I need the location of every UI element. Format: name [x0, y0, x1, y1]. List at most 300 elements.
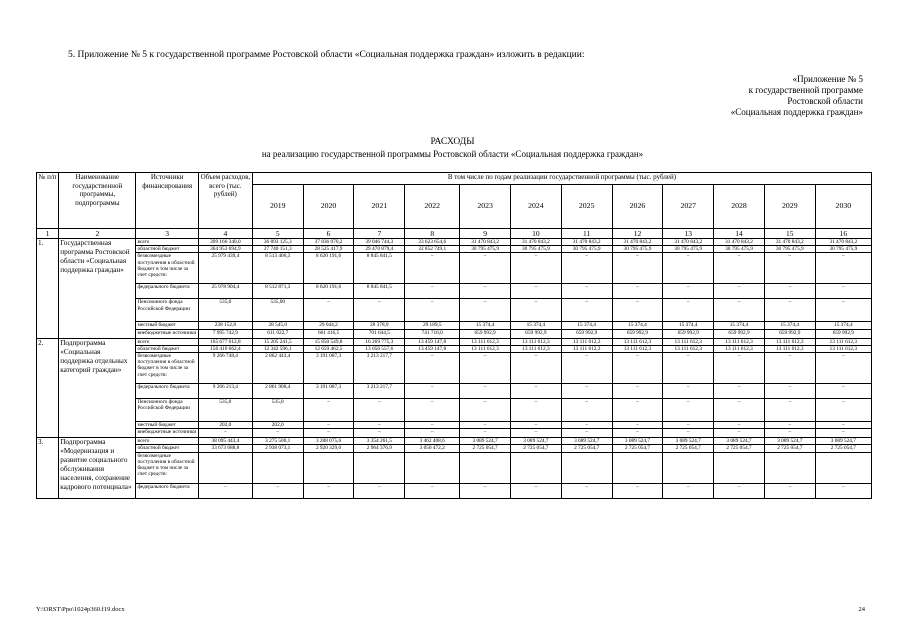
- year-value: 3 462 408,6: [405, 438, 460, 445]
- table-row: [37, 438, 872, 445]
- year-value: 13 056 557,6: [354, 345, 405, 352]
- year-value: –: [252, 429, 303, 438]
- year-value: 8 513 406,3: [252, 253, 303, 284]
- year-value: –: [405, 399, 460, 422]
- total-value: 535,0: [198, 399, 252, 422]
- year-value: 29 044,2: [303, 322, 354, 329]
- year-value: 13 111 612,3: [612, 338, 663, 345]
- funding-source: федерального бюджета: [136, 284, 198, 299]
- year-value: –: [714, 284, 765, 299]
- year-value: –: [714, 429, 765, 438]
- year-value: 36 893 125,3: [252, 239, 303, 246]
- year-value: –: [460, 253, 511, 284]
- year-value: 13 111 612,3: [815, 345, 871, 352]
- year-value: –: [714, 299, 765, 322]
- total-value: 33 673 688,8: [198, 445, 252, 452]
- year-value: –: [815, 422, 871, 429]
- year-value: 3 288 075,6: [303, 438, 354, 445]
- header-year: 2028: [714, 185, 765, 229]
- header-year: 2024: [511, 185, 562, 229]
- year-value: –: [561, 422, 612, 429]
- year-value: 3 213 217,7: [354, 384, 405, 399]
- year-value: 2 920 329,0: [303, 445, 354, 452]
- column-number: 4: [198, 229, 252, 239]
- year-value: –: [815, 384, 871, 399]
- year-value: 15 374,4: [714, 322, 765, 329]
- funding-source: всего: [136, 338, 198, 345]
- table-row: [37, 239, 872, 246]
- year-value: –: [561, 429, 612, 438]
- year-value: 16 269 775,3: [354, 338, 405, 345]
- column-number: 8: [405, 229, 460, 239]
- year-value: 701 644,5: [354, 329, 405, 338]
- total-value: –: [198, 429, 252, 438]
- year-value: [561, 452, 612, 483]
- year-value: –: [405, 429, 460, 438]
- header-num: № п/п: [37, 173, 59, 229]
- year-value: 13 111 612,3: [714, 338, 765, 345]
- year-value: [714, 452, 765, 483]
- year-value: –: [303, 399, 354, 422]
- year-value: 30 795 475,9: [460, 246, 511, 253]
- year-value: 3 089 524,7: [764, 438, 815, 445]
- year-value: 15 374,4: [561, 322, 612, 329]
- total-value: 25 979 439,4: [198, 253, 252, 284]
- year-value: 29 470 879,4: [354, 246, 405, 253]
- total-value: –: [198, 483, 252, 498]
- year-value: 15 374,4: [764, 322, 815, 329]
- column-number: 6: [303, 229, 354, 239]
- year-value: [612, 452, 663, 483]
- header-name: Наименование государственной программы, подпрограммы: [59, 173, 136, 229]
- table-row: [37, 329, 872, 338]
- year-value: –: [561, 284, 612, 299]
- year-value: –: [511, 422, 562, 429]
- column-number: 7: [354, 229, 405, 239]
- year-value: 2 964 376,9: [354, 445, 405, 452]
- year-value: 31 470 843,2: [561, 239, 612, 246]
- year-value: –: [460, 483, 511, 498]
- year-value: 13 111 612,3: [561, 338, 612, 345]
- year-value: 31 470 843,2: [714, 239, 765, 246]
- year-value: 2 725 054,7: [815, 445, 871, 452]
- year-value: –: [815, 399, 871, 422]
- year-value: 8 620 191,6: [303, 284, 354, 299]
- year-value: 31 470 843,2: [612, 239, 663, 246]
- year-value: 2 725 054,7: [460, 445, 511, 452]
- year-value: 27 740 151,3: [252, 246, 303, 253]
- header-year: 2029: [764, 185, 815, 229]
- year-value: –: [612, 384, 663, 399]
- year-value: –: [303, 429, 354, 438]
- year-value: [460, 452, 511, 483]
- year-value: –: [561, 483, 612, 498]
- year-value: –: [511, 253, 562, 284]
- year-value: –: [511, 299, 562, 322]
- year-value: 8 845 841,5: [354, 284, 405, 299]
- funding-source: областной бюджет: [136, 445, 198, 452]
- year-value: 15 374,4: [815, 322, 871, 329]
- year-value: 30 795 475,9: [612, 246, 663, 253]
- year-value: –: [764, 399, 815, 422]
- header-year: 2021: [354, 185, 405, 229]
- year-value: 28 545,0: [252, 322, 303, 329]
- file-path-footer: Y:\ORST\Ppo\1024p360.f19.docx: [36, 606, 125, 613]
- year-value: 2 725 054,7: [663, 445, 714, 452]
- table-row: [37, 284, 872, 299]
- total-value: 25 978 904,4: [198, 284, 252, 299]
- year-value: 31 470 843,2: [815, 239, 871, 246]
- column-number: 15: [764, 229, 815, 239]
- funding-source: всего: [136, 239, 198, 246]
- table-row: [37, 452, 872, 483]
- year-value: –: [663, 399, 714, 422]
- year-value: 8 845 841,5: [354, 253, 405, 284]
- funding-source: внебюджетные источники: [136, 429, 198, 438]
- year-value: –: [663, 384, 714, 399]
- year-value: 3 089 524,7: [561, 438, 612, 445]
- year-value: 28 525 417,9: [303, 246, 354, 253]
- table-row: [37, 299, 872, 322]
- year-value: –: [511, 284, 562, 299]
- year-value: 30 795 475,9: [561, 246, 612, 253]
- year-value: 659 992,9: [764, 329, 815, 338]
- year-value: 15 205 241,5: [252, 338, 303, 345]
- year-value: 3 089 524,7: [612, 438, 663, 445]
- column-number: 2: [59, 229, 136, 239]
- year-value: –: [714, 422, 765, 429]
- year-value: 659 992,9: [561, 329, 612, 338]
- table-row: [37, 429, 872, 438]
- year-value: 3 089 524,7: [511, 438, 562, 445]
- year-value: –: [612, 429, 663, 438]
- year-value: 659 992,9: [612, 329, 663, 338]
- year-value: –: [612, 422, 663, 429]
- year-value: –: [663, 284, 714, 299]
- year-value: 37 836 070,2: [303, 239, 354, 246]
- year-value: 13 111 612,3: [612, 345, 663, 352]
- annex-line: Ростовской области: [787, 96, 863, 106]
- year-value: –: [764, 422, 815, 429]
- total-value: 399 166 340,0: [198, 239, 252, 246]
- year-value: [252, 452, 303, 483]
- header-year: 2020: [303, 185, 354, 229]
- year-value: –: [663, 353, 714, 384]
- column-number: 3: [136, 229, 198, 239]
- year-value: 3 089 524,7: [815, 438, 871, 445]
- year-value: –: [663, 483, 714, 498]
- year-value: 3 050 472,2: [405, 445, 460, 452]
- document-title: РАСХОДЫ: [430, 137, 475, 147]
- year-value: 611 022,7: [252, 329, 303, 338]
- year-value: 661 416,5: [303, 329, 354, 338]
- funding-source: безвозмездные поступления в областной бюджет в том числе за счет средств:: [136, 353, 198, 384]
- year-value: 13 111 612,3: [663, 345, 714, 352]
- year-value: –: [714, 483, 765, 498]
- year-value: 13 111 612,3: [511, 338, 562, 345]
- annex-line: к государственной программе: [748, 85, 863, 95]
- year-value: 2 725 054,7: [561, 445, 612, 452]
- section-number: 2.: [37, 338, 59, 438]
- year-value: –: [561, 253, 612, 284]
- year-value: 659 992,9: [511, 329, 562, 338]
- table-row: [37, 338, 872, 345]
- funding-source: федерального бюджета: [136, 384, 198, 399]
- year-value: 8 512 871,3: [252, 284, 303, 299]
- funding-source: Пенсионного фонда Российской Федерации: [136, 299, 198, 322]
- year-value: –: [405, 422, 460, 429]
- column-number: 1: [37, 229, 59, 239]
- program-name: Подпрограмма «Модернизация и развитие социального обслуживания населения, сохранение кадрового потенциала»: [59, 438, 136, 498]
- year-value: 13 111 612,3: [511, 345, 562, 352]
- program-name: Подпрограмма «Социальная поддержка отдельных категорий граждан»: [59, 338, 136, 438]
- year-value: 3 089 524,7: [460, 438, 511, 445]
- year-value: 32 852 749,1: [405, 246, 460, 253]
- year-value: 3 191 087,3: [303, 353, 354, 384]
- table-row: [37, 345, 872, 352]
- year-value: 12 342 596,1: [252, 345, 303, 352]
- total-value: 238 152,8: [198, 322, 252, 329]
- year-value: –: [764, 429, 815, 438]
- funding-source: Пенсионного фонда Российской Федерации: [136, 399, 198, 422]
- header-year: 2025: [561, 185, 612, 229]
- year-value: [303, 452, 354, 483]
- year-value: 2 725 054,7: [714, 445, 765, 452]
- year-value: –: [764, 284, 815, 299]
- year-value: –: [815, 299, 871, 322]
- year-value: –: [354, 299, 405, 322]
- year-value: 2 725 054,7: [511, 445, 562, 452]
- year-value: 3 213 217,7: [354, 353, 405, 384]
- year-value: 741 716,0: [405, 329, 460, 338]
- table-row: [37, 483, 872, 498]
- year-value: 31 470 843,2: [460, 239, 511, 246]
- table-row: [37, 445, 872, 452]
- header-total: Объем расходов, всего (тыс. рублей): [198, 173, 252, 229]
- total-value: 535,0: [198, 299, 252, 322]
- year-value: –: [460, 384, 511, 399]
- year-value: 30 795 475,9: [815, 246, 871, 253]
- total-value: 38 095 443,4: [198, 438, 252, 445]
- year-value: 28 378,9: [354, 322, 405, 329]
- year-value: –: [405, 483, 460, 498]
- table-row: [37, 322, 872, 329]
- year-value: 29 189,5: [405, 322, 460, 329]
- year-value: 13 111 612,3: [714, 345, 765, 352]
- year-value: 30 795 475,9: [511, 246, 562, 253]
- year-value: 30 795 475,9: [764, 246, 815, 253]
- year-value: 659 992,9: [815, 329, 871, 338]
- table-row: [37, 353, 872, 384]
- year-value: –: [303, 422, 354, 429]
- year-value: –: [612, 483, 663, 498]
- year-value: [815, 452, 871, 483]
- funding-source: всего: [136, 438, 198, 445]
- document-subtitle: на реализацию государственной программы Ростовской области «Социальная поддержка граждан»: [261, 149, 644, 159]
- year-value: –: [815, 284, 871, 299]
- program-name: Государственная программа Ростовской области «Социальная поддержка граждан»: [59, 239, 136, 339]
- year-value: [354, 452, 405, 483]
- year-value: –: [511, 353, 562, 384]
- year-value: 12 659 462,5: [303, 345, 354, 352]
- year-value: –: [612, 299, 663, 322]
- year-value: –: [815, 429, 871, 438]
- page-number: 24: [858, 606, 865, 613]
- total-value: 364 953 694,9: [198, 246, 252, 253]
- year-value: –: [460, 284, 511, 299]
- year-value: –: [764, 353, 815, 384]
- funding-source: областной бюджет: [136, 246, 198, 253]
- table-row: [37, 384, 872, 399]
- total-value: 7 995 742,9: [198, 329, 252, 338]
- header-year: 2027: [663, 185, 714, 229]
- year-value: 13 111 612,3: [460, 345, 511, 352]
- year-value: –: [561, 384, 612, 399]
- column-number: 11: [561, 229, 612, 239]
- year-value: [405, 452, 460, 483]
- year-value: –: [561, 353, 612, 384]
- expenses-table: [36, 172, 872, 499]
- year-value: 31 470 843,2: [764, 239, 815, 246]
- header-year: 2022: [405, 185, 460, 229]
- year-value: –: [815, 253, 871, 284]
- year-value: –: [561, 299, 612, 322]
- year-value: 13 111 612,3: [764, 345, 815, 352]
- year-value: –: [663, 253, 714, 284]
- total-value: [198, 452, 252, 483]
- year-value: –: [252, 483, 303, 498]
- year-value: 2 862 443,4: [252, 353, 303, 384]
- year-value: –: [460, 299, 511, 322]
- year-value: –: [663, 422, 714, 429]
- year-value: 13 459 147,8: [405, 345, 460, 352]
- section-number: 3.: [37, 438, 59, 498]
- year-value: –: [663, 299, 714, 322]
- year-value: 2 725 054,7: [764, 445, 815, 452]
- year-value: 30 795 475,9: [663, 246, 714, 253]
- year-value: –: [511, 384, 562, 399]
- year-value: –: [612, 399, 663, 422]
- year-value: –: [405, 299, 460, 322]
- funding-source: местный бюджет: [136, 322, 198, 329]
- table-row: [37, 246, 872, 253]
- year-value: –: [460, 353, 511, 384]
- year-value: –: [561, 399, 612, 422]
- column-number: 5: [252, 229, 303, 239]
- year-value: 535,00: [252, 299, 303, 322]
- year-value: –: [460, 429, 511, 438]
- year-value: 39 046 744,3: [354, 239, 405, 246]
- year-value: –: [714, 399, 765, 422]
- year-value: 659 992,9: [460, 329, 511, 338]
- header-years-group: В том числе по годам реализации государственной программы (тыс. рублей): [252, 173, 871, 185]
- header-year: 2030: [815, 185, 871, 229]
- year-value: –: [354, 422, 405, 429]
- year-value: –: [764, 483, 815, 498]
- year-value: –: [303, 299, 354, 322]
- column-number: 10: [511, 229, 562, 239]
- year-value: –: [405, 353, 460, 384]
- table-row: [37, 253, 872, 284]
- year-value: –: [354, 399, 405, 422]
- year-value: –: [405, 253, 460, 284]
- year-value: 31 470 843,2: [663, 239, 714, 246]
- year-value: –: [511, 429, 562, 438]
- total-value: 9 266 748,4: [198, 353, 252, 384]
- funding-source: областной бюджет: [136, 345, 198, 352]
- year-value: –: [663, 429, 714, 438]
- year-value: 31 470 843,2: [511, 239, 562, 246]
- column-number: 12: [612, 229, 663, 239]
- year-value: –: [714, 384, 765, 399]
- column-number: 16: [815, 229, 871, 239]
- year-value: 3 089 524,7: [663, 438, 714, 445]
- table-row: [37, 399, 872, 422]
- year-value: 8 620 191,6: [303, 253, 354, 284]
- section-number: 1.: [37, 239, 59, 339]
- year-value: –: [460, 422, 511, 429]
- year-value: 15 374,4: [460, 322, 511, 329]
- column-number: 13: [663, 229, 714, 239]
- year-value: 33 623 654,6: [405, 239, 460, 246]
- header-year: 2026: [612, 185, 663, 229]
- year-value: –: [714, 353, 765, 384]
- year-value: –: [354, 483, 405, 498]
- year-value: –: [612, 284, 663, 299]
- year-value: 659 992,9: [663, 329, 714, 338]
- year-value: –: [405, 284, 460, 299]
- annex-line: «Приложение № 5: [792, 74, 863, 84]
- year-value: 15 850 549,8: [303, 338, 354, 345]
- header-source: Источники финансирования: [136, 173, 198, 229]
- year-value: [663, 452, 714, 483]
- year-value: –: [764, 384, 815, 399]
- year-value: –: [405, 384, 460, 399]
- year-value: –: [815, 353, 871, 384]
- year-value: –: [460, 399, 511, 422]
- year-value: 30 795 475,9: [714, 246, 765, 253]
- total-value: 156 410 662,4: [198, 345, 252, 352]
- year-value: –: [764, 299, 815, 322]
- funding-source: внебюджетные источники: [136, 329, 198, 338]
- year-value: 3 354 261,5: [354, 438, 405, 445]
- year-value: 2 938 073,1: [252, 445, 303, 452]
- year-value: 15 374,4: [612, 322, 663, 329]
- column-number: 14: [714, 229, 765, 239]
- year-value: 3 089 524,7: [714, 438, 765, 445]
- header-year: 2019: [252, 185, 303, 229]
- year-value: 13 111 612,3: [460, 338, 511, 345]
- year-value: 15 374,4: [663, 322, 714, 329]
- year-value: 13 111 612,3: [663, 338, 714, 345]
- year-value: –: [815, 483, 871, 498]
- year-value: 202,0: [252, 422, 303, 429]
- intro-text: 5. Приложение № 5 к государственной программе Ростовской области «Социальная поддержка граждан» изложить в редакции:: [68, 50, 585, 60]
- year-value: –: [303, 483, 354, 498]
- year-value: 3 275 500,1: [252, 438, 303, 445]
- year-value: –: [612, 253, 663, 284]
- total-value: 202,0: [198, 422, 252, 429]
- year-value: 13 111 612,3: [764, 338, 815, 345]
- year-value: [511, 452, 562, 483]
- year-value: 13 459 147,8: [405, 338, 460, 345]
- total-value: 165 677 612,8: [198, 338, 252, 345]
- funding-source: местный бюджет: [136, 422, 198, 429]
- funding-source: безвозмездные поступления в областной бюджет в том числе за счет средств:: [136, 253, 198, 284]
- year-value: –: [511, 483, 562, 498]
- funding-source: безвозмездные поступления в областной бюджет в том числе за счет средств:: [136, 452, 198, 483]
- annex-line: «Социальная поддержка граждан»: [730, 107, 863, 117]
